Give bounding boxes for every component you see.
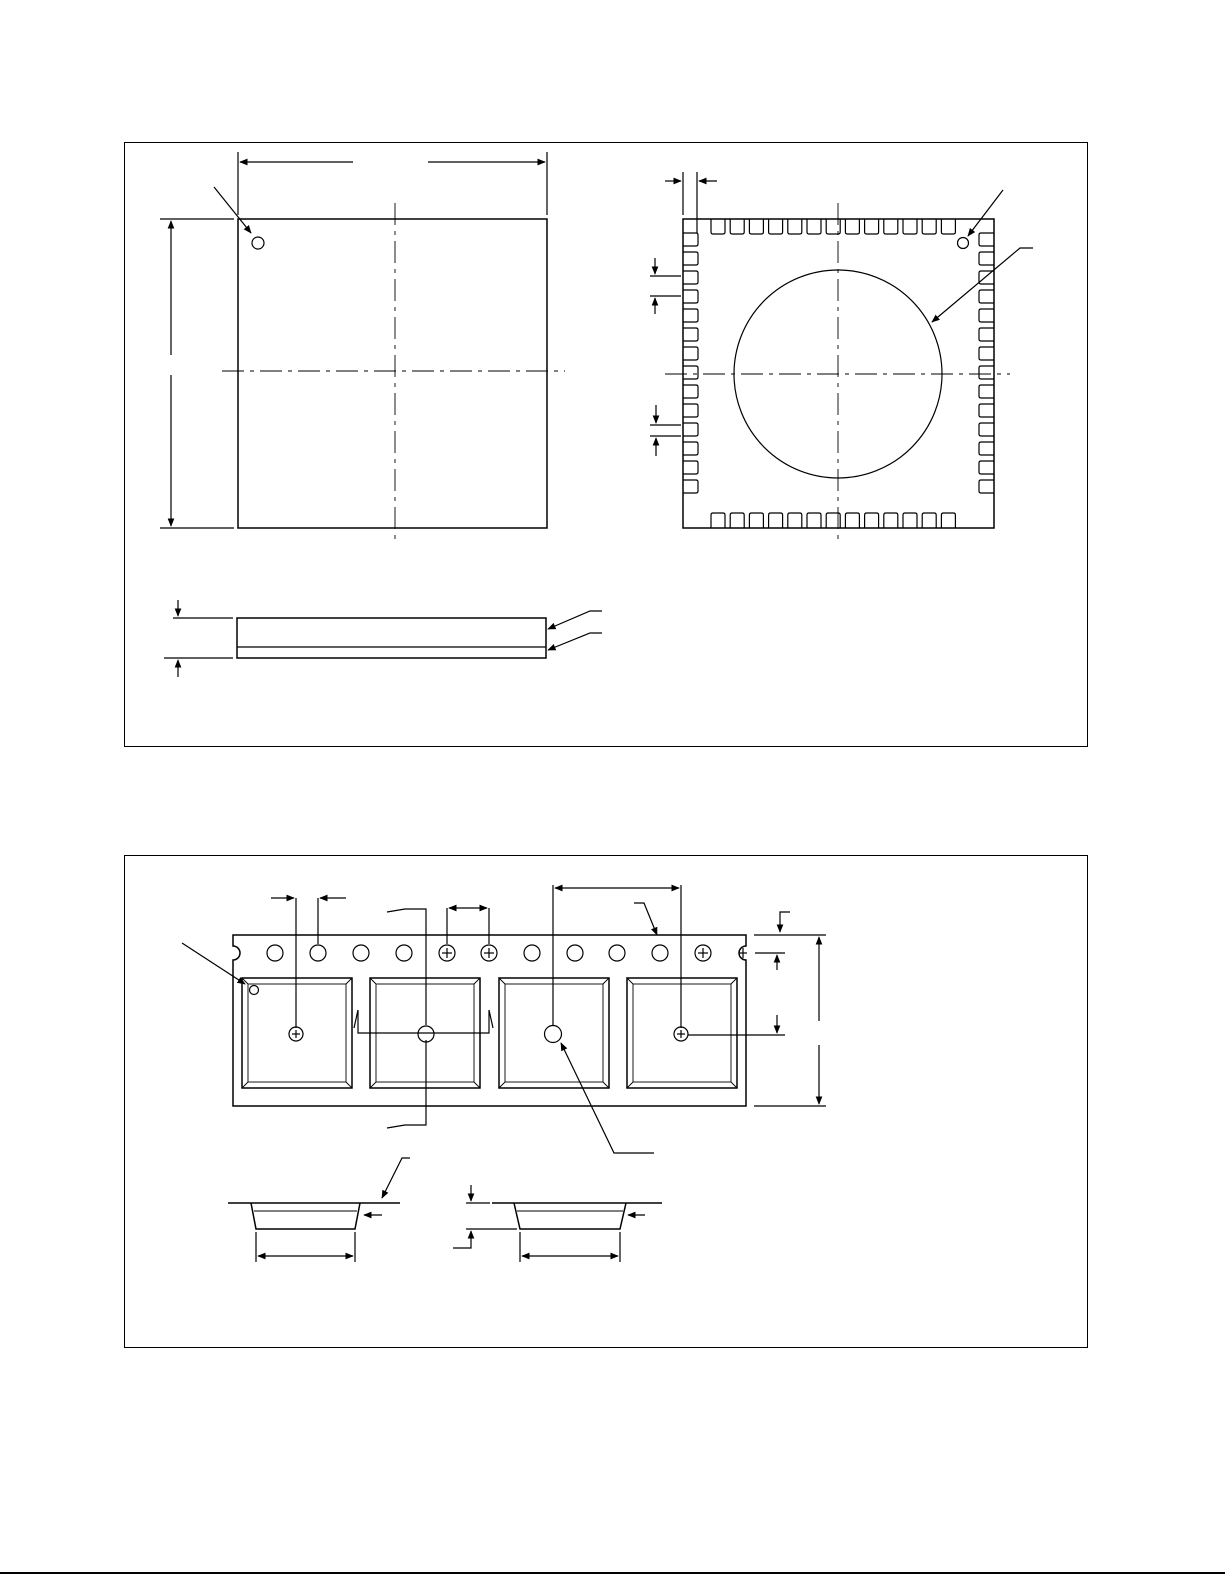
pad-top	[788, 219, 802, 234]
page-footer-rule	[0, 1572, 1225, 1574]
side-view-body	[237, 618, 546, 658]
pad-right	[979, 347, 994, 360]
cover-tape-leader	[382, 1158, 410, 1198]
pad-right	[979, 461, 994, 474]
pad-right	[979, 233, 994, 246]
pad-bottom	[922, 513, 936, 528]
exposed-pad-leader	[932, 248, 1033, 322]
pad-right	[979, 480, 994, 493]
pad-left	[683, 366, 698, 379]
pad-bottom	[711, 513, 725, 528]
pocket-corner	[242, 1082, 248, 1088]
pad-right	[979, 442, 994, 455]
pad-left	[683, 480, 698, 493]
pocket-profile	[514, 1203, 626, 1229]
pocket-corner	[474, 978, 480, 984]
pocket-cross-section-a	[228, 1158, 410, 1262]
pin1-leader	[214, 187, 251, 233]
pad-top	[769, 219, 783, 234]
pocket-corner	[346, 978, 352, 984]
pocket-outer	[627, 978, 737, 1088]
pad-left	[683, 309, 698, 322]
pocket-profile	[251, 1203, 360, 1229]
bottom-view	[650, 172, 1033, 545]
depth-dimension	[453, 1231, 471, 1248]
terminal-pads	[683, 219, 994, 528]
top-view	[160, 152, 565, 540]
pad-top	[922, 219, 936, 234]
pad-top	[730, 219, 744, 234]
pocket-corner	[627, 1082, 633, 1088]
pad-left	[683, 461, 698, 474]
sprocket-hole	[652, 945, 668, 961]
pocket-corner	[627, 978, 633, 984]
pad-bottom	[845, 513, 859, 528]
sprocket-holes	[267, 945, 747, 961]
pad-left	[683, 328, 698, 341]
pocket-hole-leader	[561, 1043, 654, 1153]
sprocket-hole	[267, 945, 283, 961]
pad-right	[979, 366, 994, 379]
pocket-corner	[603, 1082, 609, 1088]
pocket-inner	[633, 984, 731, 1082]
pin1-leader	[968, 190, 1003, 236]
bottom-surface-leader	[548, 633, 602, 650]
pad-top	[711, 219, 725, 234]
sprocket-hole	[609, 945, 625, 961]
side-view	[164, 600, 602, 677]
pad-right	[979, 404, 994, 417]
pocket-corner	[731, 978, 737, 984]
section-line	[387, 1040, 426, 1128]
pocket-corner	[731, 1082, 737, 1088]
pocket-corner	[499, 1082, 505, 1088]
pin1-marker-icon	[958, 238, 969, 249]
pad-right	[979, 252, 994, 265]
sprocket-hole	[310, 945, 326, 961]
pocket-outer	[499, 978, 609, 1088]
pad-right	[979, 385, 994, 398]
pad-right	[979, 309, 994, 322]
pocket-corner	[603, 978, 609, 984]
pocket-inner	[505, 984, 603, 1082]
pad-left	[683, 404, 698, 417]
pad-left	[683, 271, 698, 284]
pad-left	[683, 252, 698, 265]
pad-bottom	[865, 513, 879, 528]
pad-left	[683, 347, 698, 360]
pad-bottom	[884, 513, 898, 528]
pocket-corner	[474, 1082, 480, 1088]
pad-right	[979, 328, 994, 341]
pocket-outer	[242, 978, 352, 1088]
sprocket-hole	[524, 945, 540, 961]
pad-top	[749, 219, 763, 234]
pad-left	[683, 290, 698, 303]
pocket-cross-section-b	[453, 1185, 662, 1262]
pocket-hole	[545, 1026, 562, 1043]
pad-bottom	[788, 513, 802, 528]
sprocket-hole	[567, 945, 583, 961]
pad-bottom	[941, 513, 955, 528]
sprocket-hole-leader	[634, 903, 657, 935]
pad-right	[979, 423, 994, 436]
pocket-corner	[370, 1082, 376, 1088]
pad-left	[683, 423, 698, 436]
section-line	[387, 909, 426, 1025]
pad-bottom	[730, 513, 744, 528]
pad-left	[683, 442, 698, 455]
pocket-hole	[418, 1026, 434, 1042]
pad-bottom	[903, 513, 917, 528]
pocket-corner	[499, 978, 505, 984]
pin1-marker-icon	[252, 237, 264, 249]
pad-bottom	[749, 513, 763, 528]
pin1-marker-icon	[250, 986, 259, 995]
pin1-orientation-leader	[182, 943, 245, 984]
bottom-view-body	[683, 219, 994, 528]
pocket-inner	[248, 984, 346, 1082]
pad-top	[941, 219, 955, 234]
pocket-corner	[370, 978, 376, 984]
pocket-corner	[346, 1082, 352, 1088]
top-view-body	[238, 219, 547, 528]
pad-left	[683, 233, 698, 246]
pad-bottom	[769, 513, 783, 528]
pad-top	[884, 219, 898, 234]
edge-to-hole-dimension	[780, 912, 790, 932]
top-surface-leader	[548, 611, 602, 629]
pad-top	[865, 219, 879, 234]
pad-left	[683, 385, 698, 398]
pad-right	[979, 271, 994, 284]
section-cut	[358, 1010, 489, 1033]
pad-top	[903, 219, 917, 234]
carrier-tape	[182, 885, 826, 1153]
pad-top	[845, 219, 859, 234]
pad-right	[979, 290, 994, 303]
pad-top	[807, 219, 821, 234]
pad-bottom	[807, 513, 821, 528]
sprocket-hole	[353, 945, 369, 961]
sprocket-hole	[396, 945, 412, 961]
